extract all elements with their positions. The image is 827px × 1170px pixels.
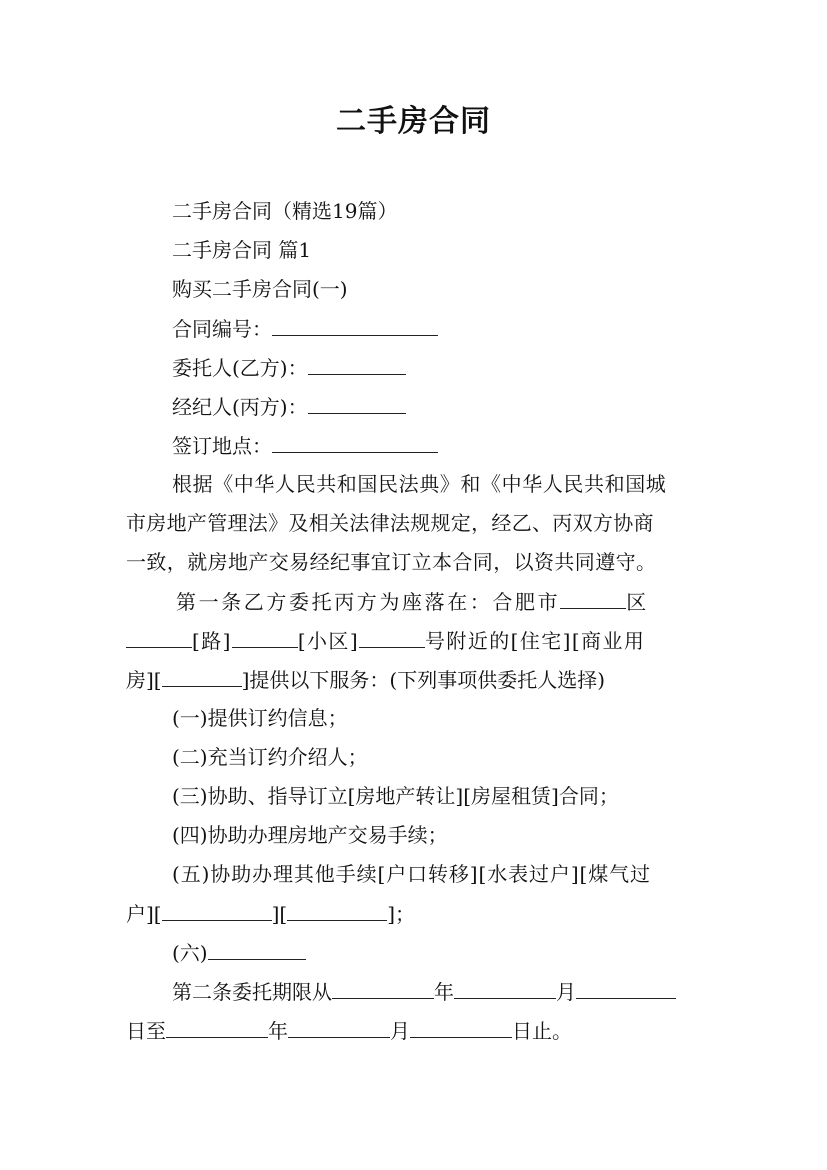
article-1-line: [176, 586, 649, 617]
article-2-text: 月: [556, 980, 576, 1004]
article-2-text: 第二条委托期限从: [172, 980, 332, 1004]
article-2-text: 年: [268, 1019, 288, 1043]
service-item-continuation: [126, 898, 415, 929]
address-blank: [126, 625, 192, 648]
service-item: (五)协助办理其他手续[户口转移][水表过户][煤气过: [172, 862, 651, 886]
article-2-line: [126, 1015, 572, 1046]
other-service-blank: [208, 937, 306, 960]
contract-number-field: [172, 313, 438, 344]
start-year-blank: [332, 976, 434, 999]
other-procedure-blank: [162, 898, 272, 921]
agent-field: [172, 391, 406, 422]
article-1-text: 房][: [126, 668, 162, 692]
service-item: (二)充当订约介绍人；: [172, 745, 368, 769]
signing-place-field: [172, 430, 438, 461]
article-2-text: 日至: [126, 1019, 166, 1043]
community-blank: [359, 625, 425, 648]
paragraph-line: 根据《中华人民共和国民法典》和《中华人民共和国城: [172, 472, 667, 496]
section-heading: 二手房合同 篇1: [172, 238, 312, 262]
signing-place-blank: [272, 430, 438, 453]
article-2-text: 年: [434, 980, 454, 1004]
service-item: (三)协助、指导订立[房地产转让][房屋租赁]合同；: [172, 784, 619, 808]
article-1-text: 号附近的[住宅][商业用: [425, 629, 646, 653]
service-item-text: (六): [172, 941, 208, 965]
service-item: [172, 937, 306, 968]
service-item-text: 户][: [126, 902, 162, 926]
agent-label: 经纪人(丙方)：: [172, 395, 308, 419]
agent-blank: [308, 391, 406, 414]
article-1-line: [126, 664, 605, 695]
article-1-text: 第一条乙方委托丙方为座落在：合肥市: [176, 590, 561, 614]
property-type-blank: [162, 664, 242, 687]
other-procedure-blank: [287, 898, 387, 921]
article-2-text: 日止。: [512, 1019, 572, 1043]
article-2-text: 月: [390, 1019, 410, 1043]
contract-number-blank: [272, 313, 438, 336]
article-1-text: [路]: [192, 629, 232, 653]
service-item-text: ][: [271, 902, 288, 926]
article-1-text: ]提供以下服务：(下列事项供委托人选择): [241, 668, 606, 692]
service-item-text: ]；: [387, 902, 416, 926]
client-label: 委托人(乙方)：: [172, 356, 308, 380]
end-day-blank: [410, 1015, 512, 1038]
end-year-blank: [166, 1015, 268, 1038]
document-title: 二手房合同: [336, 104, 491, 139]
start-day-blank: [576, 976, 676, 999]
contract-heading: 购买二手房合同(一): [172, 277, 348, 301]
paragraph-line: 市房地产管理法》及相关法律法规规定，经乙、丙双方协商: [126, 511, 654, 535]
start-month-blank: [454, 976, 556, 999]
district-blank: [560, 586, 626, 609]
contract-number-label: 合同编号：: [172, 317, 272, 341]
subtitle-line: 二手房合同（精选19篇）: [172, 199, 398, 223]
paragraph-line: 一致，就房地产交易经纪事宜订立本合同，以资共同遵守。: [126, 550, 657, 574]
client-blank: [308, 352, 406, 375]
article-1-line: [126, 625, 645, 656]
article-1-text: 区: [626, 590, 649, 614]
end-month-blank: [288, 1015, 390, 1038]
service-item: (一)提供订约信息；: [172, 706, 348, 730]
article-2-line: [172, 976, 676, 1007]
client-field: [172, 352, 406, 383]
service-item: (四)协助办理房地产交易手续；: [172, 823, 448, 847]
article-1-text: [小区]: [297, 629, 360, 653]
signing-place-label: 签订地点：: [172, 434, 272, 458]
road-blank: [232, 625, 298, 648]
